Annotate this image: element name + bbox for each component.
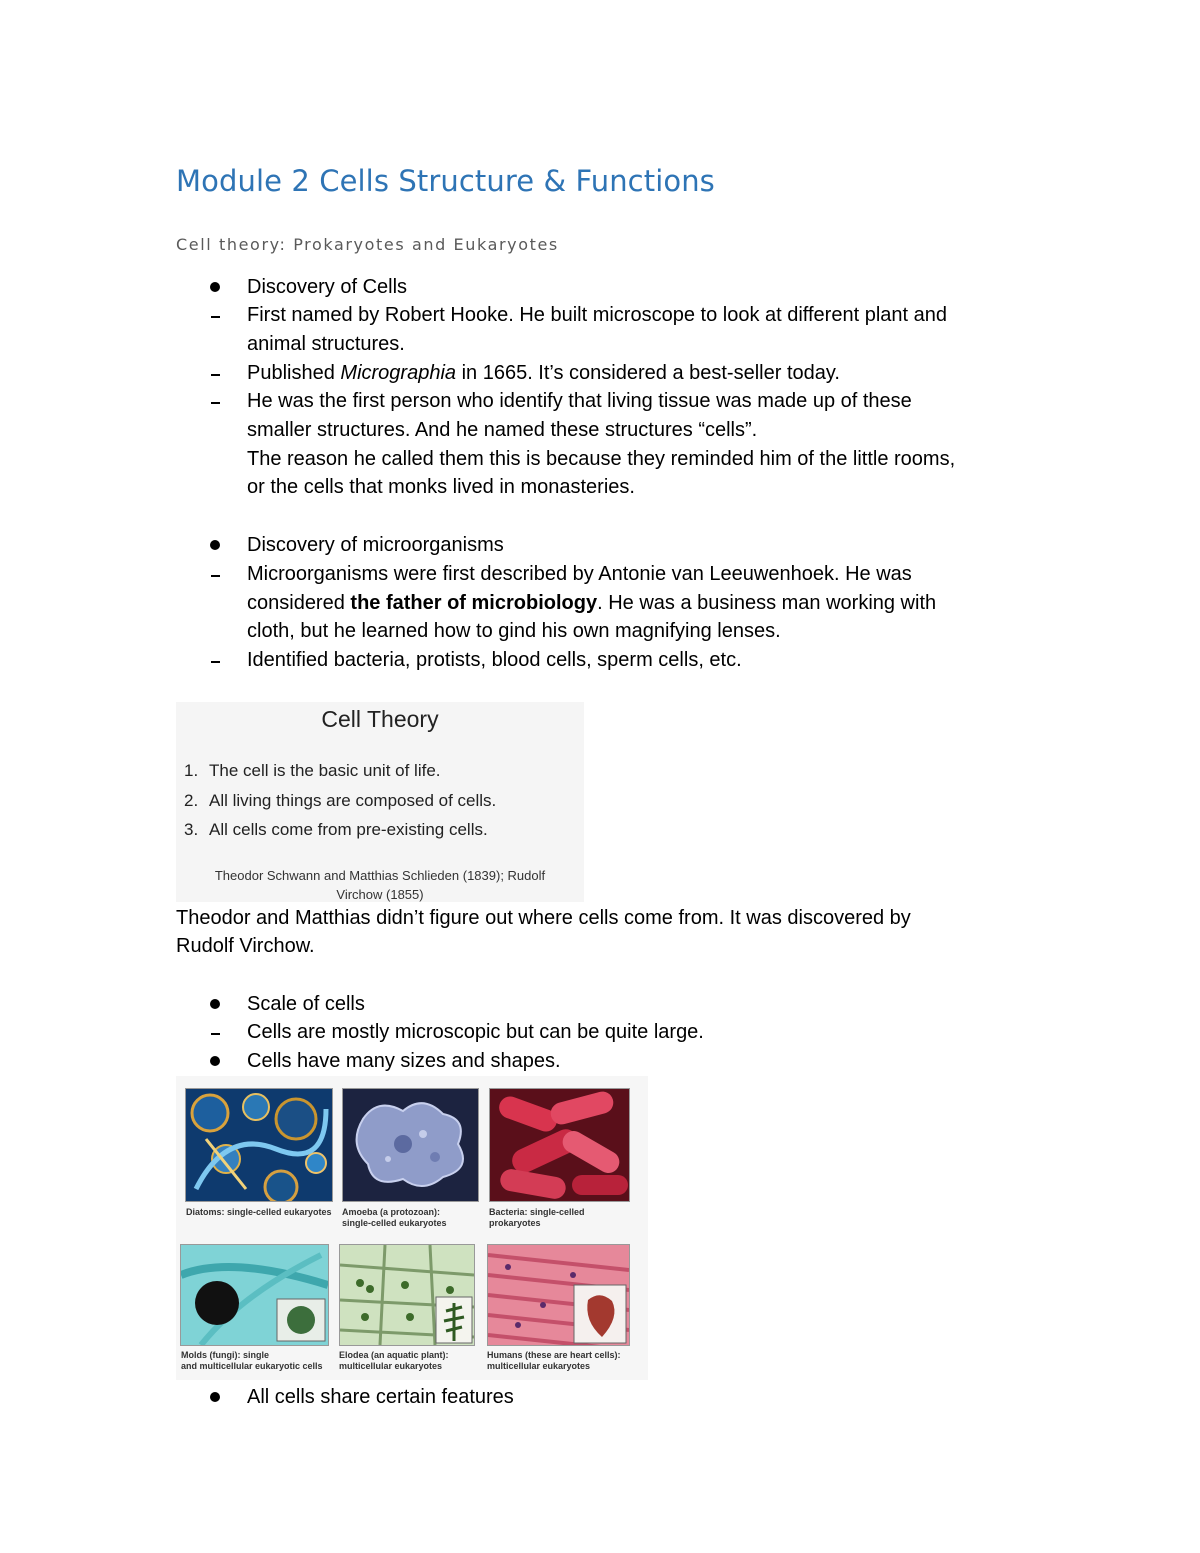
cell-theory-image [176,702,584,902]
dash-marker [211,661,220,663]
caption-molds: Molds (fungi): single and multicellular eukaryotic cells [181,1350,323,1371]
molds-photo [180,1244,329,1346]
hooke-line-1: First named by Robert Hooke. He built microscope to look at different plant and [247,304,947,326]
bullet-shared-features: All cells share certain features [247,1386,514,1408]
leeuwenhoek-line-3: cloth, but he learned how to gind his own magnifying lenses. [247,620,781,642]
virchow-para-line-1: Theodor and Matthias didn’t figure out where cells come from. It was discovered by [176,907,911,929]
bacteria-photo [489,1088,630,1202]
bullet-discovery-of-microorganisms: Discovery of microorganisms [247,534,504,556]
caption-elodea: Elodea (an aquatic plant): multicellular eukaryotes [339,1350,449,1371]
bullet-discovery-of-cells: Discovery of Cells [247,276,408,298]
dash-marker [211,575,220,577]
cell-theory-credit: Theodor Schwann and Matthias Schlieden (1839); Rudolf Virchow (1855) [214,868,546,902]
bullet-marker [210,1392,220,1402]
amoeba-photo [342,1088,479,1202]
diatoms-photo [185,1088,333,1202]
caption-diatoms: Diatoms: single-celled eukaryotes [186,1207,332,1217]
caption-amoeba: Amoeba (a protozoan): single-celled eukaryotes [342,1207,447,1228]
micrographia-italic: Micrographia [340,362,457,384]
heart-cells-photo [487,1244,630,1346]
bullet-sizes-and-shapes: Cells have many sizes and shapes. [247,1050,561,1072]
cells-line-3: The reason he called them this is because they reminded him of the little rooms, [247,448,956,470]
elodea-photo [339,1244,475,1346]
dash-marker [211,316,220,318]
identified-line: Identified bacteria, protists, blood cells, sperm cells, etc. [247,649,742,671]
cell-theory-title: Cell Theory [321,706,439,732]
micrographia-line: Published Micrographia in 1665. It’s considered a best-seller today. [247,362,840,384]
microscopic-line: Cells are mostly microscopic but can be quite large. [247,1021,704,1043]
dash-marker [211,402,220,404]
cells-line-4: or the cells that monks lived in monasteries. [247,476,635,498]
father-of-microbiology-bold: the father of microbiology [350,592,598,614]
page-title: Module 2 Cells Structure & Functions [176,164,715,198]
cell-theory-item: 3. All cells come from pre-existing cells. [184,820,488,839]
hooke-line-2: animal structures. [247,333,405,355]
dash-marker [211,1033,220,1035]
leeuwenhoek-line-1: Microorganisms were first described by Antonie van Leeuwenhoek. He was [247,563,912,585]
cell-types-image [176,1076,648,1380]
virchow-para-line-2: Rudolf Virchow. [176,935,315,957]
dash-marker [211,374,220,376]
cells-line-1: He was the first person who identify that living tissue was made up of these [247,390,912,412]
bullet-scale-of-cells: Scale of cells [247,993,365,1015]
caption-bacteria: Bacteria: single-celled prokaryotes [489,1207,585,1228]
caption-humans: Humans (these are heart cells): multicellular eukaryotes [487,1350,621,1371]
subtitle: Cell theory: Prokaryotes and Eukaryotes [176,235,559,254]
bullet-marker [210,282,220,292]
bullet-marker [210,999,220,1009]
leeuwenhoek-line-2: considered the father of microbiology. He was a business man working with [247,592,937,614]
bullet-marker [210,1056,220,1066]
cell-theory-item: 1. The cell is the basic unit of life. [184,761,441,780]
bullet-marker [210,540,220,550]
cells-line-2: smaller structures. And he named these structures “cells”. [247,419,758,441]
cell-theory-item: 2. All living things are composed of cells. [184,791,497,810]
